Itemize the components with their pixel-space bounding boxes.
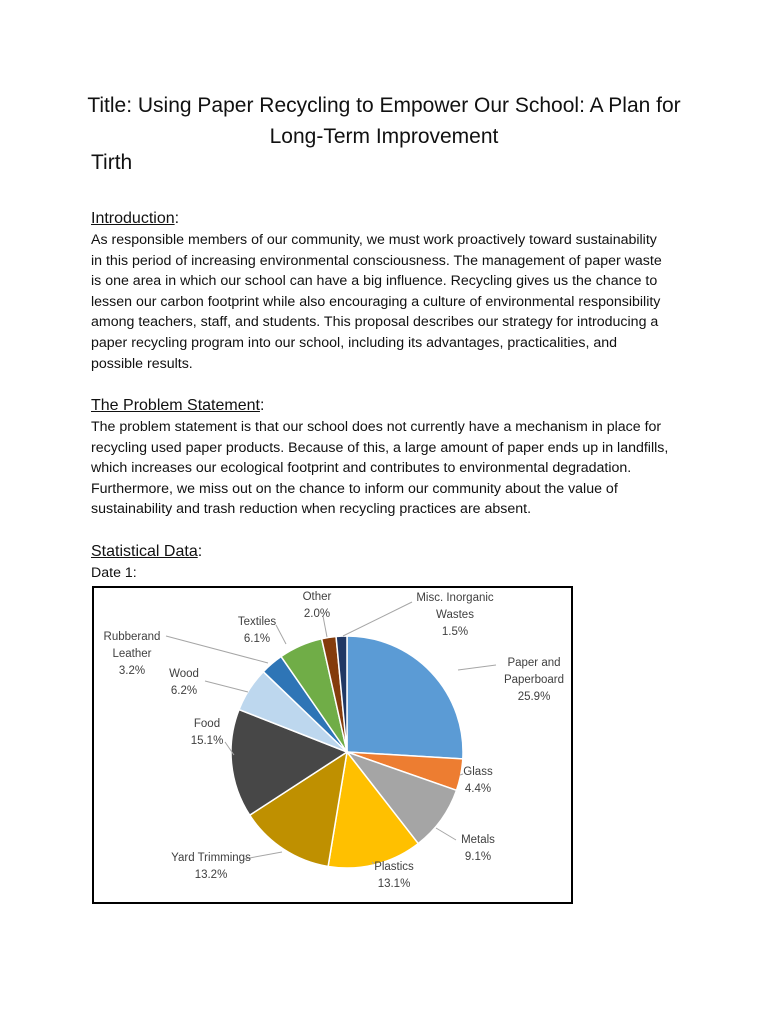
statistics-subheading: Date 1: xyxy=(91,565,137,581)
slice-label-plastics: Plastics 13.1% xyxy=(374,861,414,890)
slice-label-wood: Wood 6.2% xyxy=(169,668,199,697)
leader-line-paper-and-paperboard xyxy=(458,665,496,670)
slice-label-rubber-and-leather: Rubberand Leather 3.2% xyxy=(103,631,161,677)
problem-body: The problem statement is that our school does not currently have a mechanism in place for recycling used paper products. Because of this, a large amount of paper ends up in landfills, which increases our ecological footprint and contributes to environmental degradation. Furthermore, we miss out on the chance to inform our community about the value of sustainability and trash reduction when recycling practices are absent. xyxy=(91,419,669,518)
problem-heading: The Problem Statement xyxy=(91,397,260,414)
pie-chart xyxy=(94,588,571,902)
leader-line-misc-inorganic-wastes xyxy=(343,602,412,636)
slice-label-other: Other 2.0% xyxy=(302,591,332,620)
problem-section: The Problem Statement: The problem statement is that our school does not currently have a mechanism in place for recycling used paper products. Because of this, a large amount of paper ends up in landfills, which increases our ecological footprint and contributes to environmental degradation. Furthermore, we miss out on the chance to inform our community about the value of sustainability and trash reduction when recycling practices are absent. xyxy=(91,395,671,520)
slice-label-textiles: Textiles 6.1% xyxy=(237,616,277,645)
pie-chart-frame xyxy=(92,586,573,904)
slice-label-glass: Glass 4.4% xyxy=(463,766,493,795)
author-name: Tirth xyxy=(91,151,133,174)
statistics-section: Statistical Data: Date 1: xyxy=(91,541,671,584)
introduction-body: As responsible members of our community, we must work proactively toward sustainability in this period of increasing environmental consciousness. The management of paper waste is one area in which our school can have a big influence. Recycling gives us the chance to lessen our carbon footprint while also encouraging a culture of environmental responsibility among teachers, staff, and students. This proposal describes our strategy for introducing a paper recycling program into our school, including its advantages, practicalities, and possible results. xyxy=(91,232,662,372)
leader-line-metals xyxy=(436,828,456,840)
introduction-section: Introduction: As responsible members of our community, we must work proactively toward sustainability in this period of increasing environmental consciousness. The management of paper waste is one area in which our school can have a big influence. Recycling gives us the chance to lessen our carbon footprint while also encouraging a culture of environmental responsibility among teachers, staff, and students. This proposal describes our strategy for introducing a paper recycling program into our school, including its advantages, practicalities, and possible results. xyxy=(91,208,671,374)
document-title: Title: Using Paper Recycling to Empower Our School: A Plan for Long-Term Improvement xyxy=(87,94,681,148)
slice-label-misc-inorganic-wastes: Misc. Inorganic Wastes 1.5% xyxy=(416,592,494,638)
pie-slice-paper-and-paperboard xyxy=(347,636,463,759)
leader-line-wood xyxy=(205,681,248,692)
slice-label-paper-and-paperboard: Paper and Paperboard 25.9% xyxy=(503,657,565,703)
slice-label-yard-trimmings: Yard Trimmings 13.2% xyxy=(171,852,251,881)
statistics-heading: Statistical Data xyxy=(91,543,198,560)
slice-label-food: Food 15.1% xyxy=(190,718,224,747)
leader-line-textiles xyxy=(276,625,286,644)
slice-label-metals: Metals 9.1% xyxy=(461,834,495,863)
introduction-heading: Introduction xyxy=(91,210,175,227)
